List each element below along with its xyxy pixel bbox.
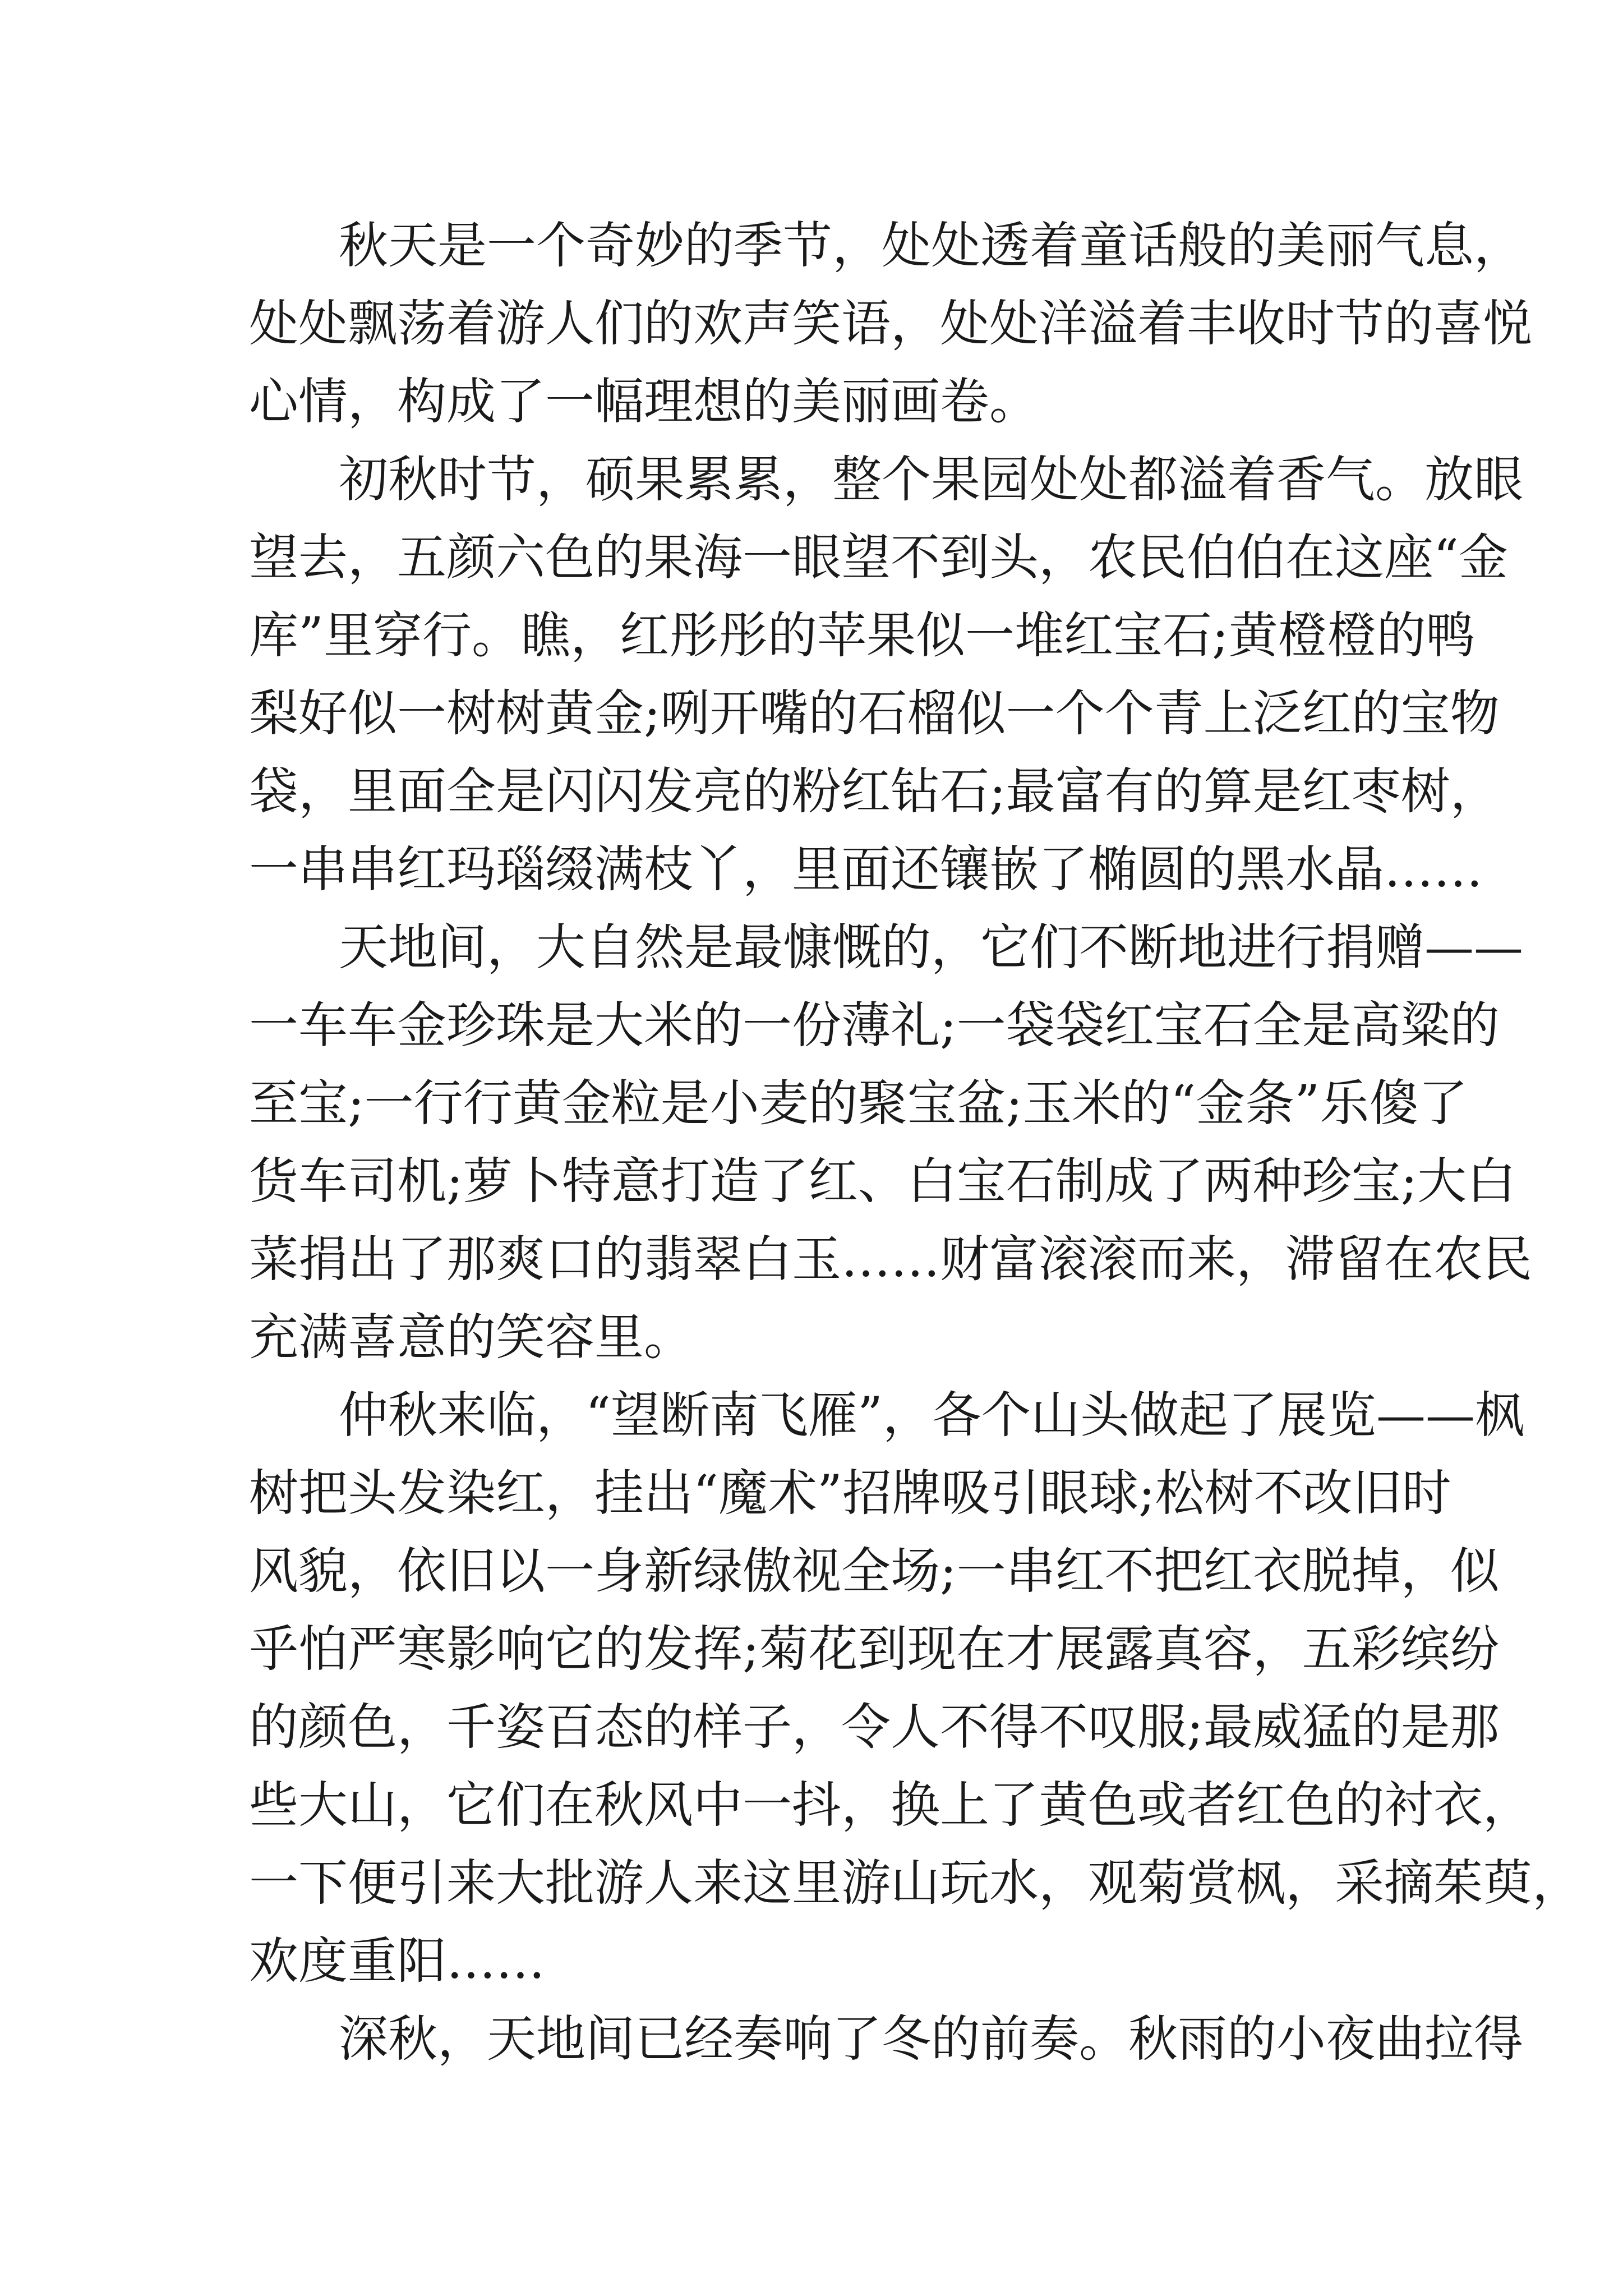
text-line: 货车司机;萝卜特意打造了红、白宝石制成了两种珍宝;大白 xyxy=(249,1152,1516,1210)
text-line: 仲秋来临，“望断南飞雁”，各个山头做起了展览——枫 xyxy=(339,1386,1524,1444)
paragraph xyxy=(249,206,1533,440)
paragraph xyxy=(249,1376,1582,2000)
text-line: 的颜色，千姿百态的样子，令人不得不叹服;最威猛的是那 xyxy=(249,1698,1500,1756)
paragraph xyxy=(249,2000,1524,2078)
text-line: 树把头发染红，挂出“魔术”招牌吸引眼球;松树不改旧时 xyxy=(249,1464,1451,1522)
paragraph xyxy=(249,440,1524,908)
text-line: 初秋时节，硕果累累，整个果园处处都溢着香气。放眼 xyxy=(339,450,1524,508)
text-line: 处处飘荡着游人们的欢声笑语，处处洋溢着丰收时节的喜悦 xyxy=(249,295,1533,352)
text-line: 库”里穿行。瞧，红彤彤的苹果似一堆红宝石;黄橙橙的鸭 xyxy=(249,606,1476,664)
text-line: 风貌，依旧以一身新绿傲视全场;一串红不把红衣脱掉，似 xyxy=(249,1542,1500,1600)
document-body xyxy=(249,206,1582,2078)
text-line: 深秋，天地间已经奏响了冬的前奏。秋雨的小夜曲拉得 xyxy=(339,2010,1524,2068)
text-line: 望去，五颜六色的果海一眼望不到头，农民伯伯在这座“金 xyxy=(249,528,1508,586)
text-line: 天地间，大自然是最慷慨的，它们不断地进行捐赠—— xyxy=(339,918,1524,976)
text-line: 一下便引来大批游人来这里游山玩水，观菊赏枫，采摘茱萸， xyxy=(249,1854,1582,1912)
text-line: 欢度重阳…… xyxy=(249,1932,546,1990)
text-line: 乎怕严寒影响它的发挥;菊花到现在才展露真容，五彩缤纷 xyxy=(249,1620,1500,1678)
text-line: 秋天是一个奇妙的季节，处处透着童话般的美丽气息， xyxy=(339,217,1524,274)
text-line: 些大山，它们在秋风中一抖，换上了黄色或者红色的衬衣， xyxy=(249,1776,1533,1834)
text-line: 充满喜意的笑容里。 xyxy=(249,1308,694,1366)
text-line: 一车车金珍珠是大米的一份薄礼;一袋袋红宝石全是高粱的 xyxy=(249,996,1500,1054)
text-line: 梨好似一树树黄金;咧开嘴的石榴似一个个青上泛红的宝物 xyxy=(249,684,1500,742)
text-line: 袋，里面全是闪闪发亮的粉红钻石;最富有的算是红枣树， xyxy=(249,762,1500,820)
text-line: 菜捐出了那爽口的翡翠白玉……财富滚滚而来，滞留在农民 xyxy=(249,1230,1533,1288)
text-line: 一串串红玛瑙缀满枝丫，里面还镶嵌了椭圆的黑水晶…… xyxy=(249,840,1483,898)
text-line: 至宝;一行行黄金粒是小麦的聚宝盆;玉米的“金条”乐傻了 xyxy=(249,1074,1468,1132)
paragraph xyxy=(249,908,1533,1376)
text-line: 心情，构成了一幅理想的美丽画卷。 xyxy=(249,372,1039,430)
